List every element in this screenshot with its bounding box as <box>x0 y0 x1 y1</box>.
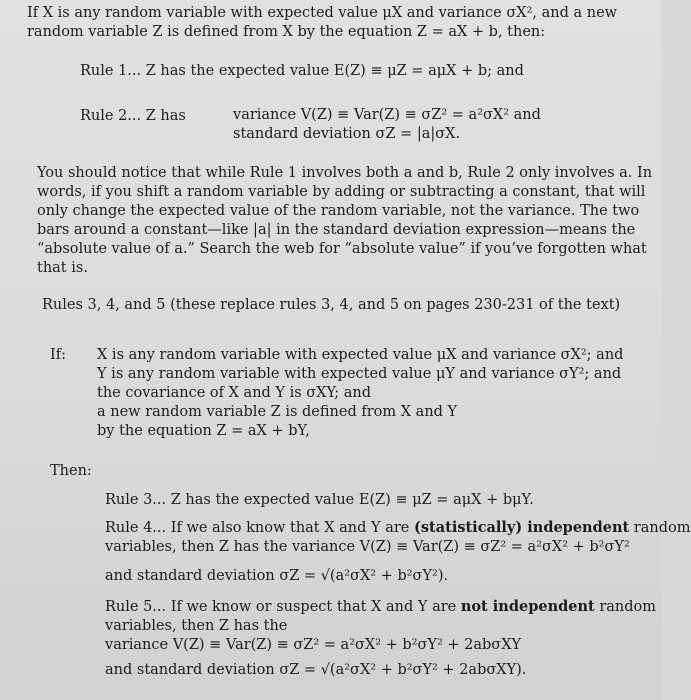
rule-5-line-3: variance V(Z) ≡ Var(Z) ≡ σZ² = a²σX² + b²σY² + 2abσXY <box>105 637 522 653</box>
paragraph-line-6: that is. <box>37 260 88 276</box>
if-line-2: Y is any random variable with expected value μY and variance σY²; and <box>97 366 622 382</box>
paragraph-line-4: bars around a constant—like |a| in the standard deviation expression—means the <box>37 222 636 238</box>
if-line-3: the covariance of X and Y is σXY; and <box>97 385 372 401</box>
paragraph-line-5: “absolute value of a.” Search the web for “absolute value” if you’ve forgotten what <box>37 241 647 257</box>
paragraph-line-3: only change the expected value of the random variable, not the variance. The two <box>37 203 640 219</box>
rule-2-std-dev: standard deviation σZ = |a|σX. <box>233 126 461 142</box>
rule-4-line-2: variables, then Z has the variance V(Z) ≡ Var(Z) ≡ σZ² = a²σX² + b²σY² <box>105 539 630 555</box>
rule-1: Rule 1... Z has the expected value E(Z) ≡ μZ = aμX + b; and <box>80 63 524 79</box>
rule-2-variance: variance V(Z) ≡ Var(Z) ≡ σZ² = a²σX² and <box>233 107 541 123</box>
rule-4-line-1: Rule 4... If we also know that X and Y are (statistically) independent random <box>105 519 691 536</box>
paragraph-line-1: You should notice that while Rule 1 involves both a and b, Rule 2 only involves a. In <box>37 165 653 181</box>
if-label: If: <box>50 347 66 363</box>
rule-2-label: Rule 2... Z has <box>80 108 186 124</box>
rule-5-line-4: and standard deviation σZ = √(a²σX² + b²σY² + 2abσXY). <box>105 662 527 678</box>
then-label: Then: <box>50 463 92 479</box>
if-line-5: by the equation Z = aX + bY, <box>97 423 310 439</box>
paragraph-line-2: words, if you shift a random variable by adding or subtracting a constant, that will <box>37 184 646 200</box>
rule-5-line-2: variables, then Z has the <box>105 618 288 634</box>
if-line-4: a new random variable Z is defined from X and Y <box>97 404 458 420</box>
rule-3: Rule 3... Z has the expected value E(Z) ≡ μZ = aμX + bμY. <box>105 492 534 508</box>
intro-line-1: If X is any random variable with expected value μX and variance σX², and a new <box>27 5 618 21</box>
intro-line-2: random variable Z is defined from X by the equation Z = aX + b, then: <box>27 24 546 40</box>
rule-4-line-3: and standard deviation σZ = √(a²σX² + b²σY²). <box>105 568 449 584</box>
rules-345-heading: Rules 3, 4, and 5 (these replace rules 3, 4, and 5 on pages 230-231 of the text) <box>42 297 621 313</box>
if-line-1: X is any random variable with expected value μX and variance σX²; and <box>97 347 624 363</box>
rule-5-line-1: Rule 5... If we know or suspect that X and Y are not independent random <box>105 598 657 615</box>
